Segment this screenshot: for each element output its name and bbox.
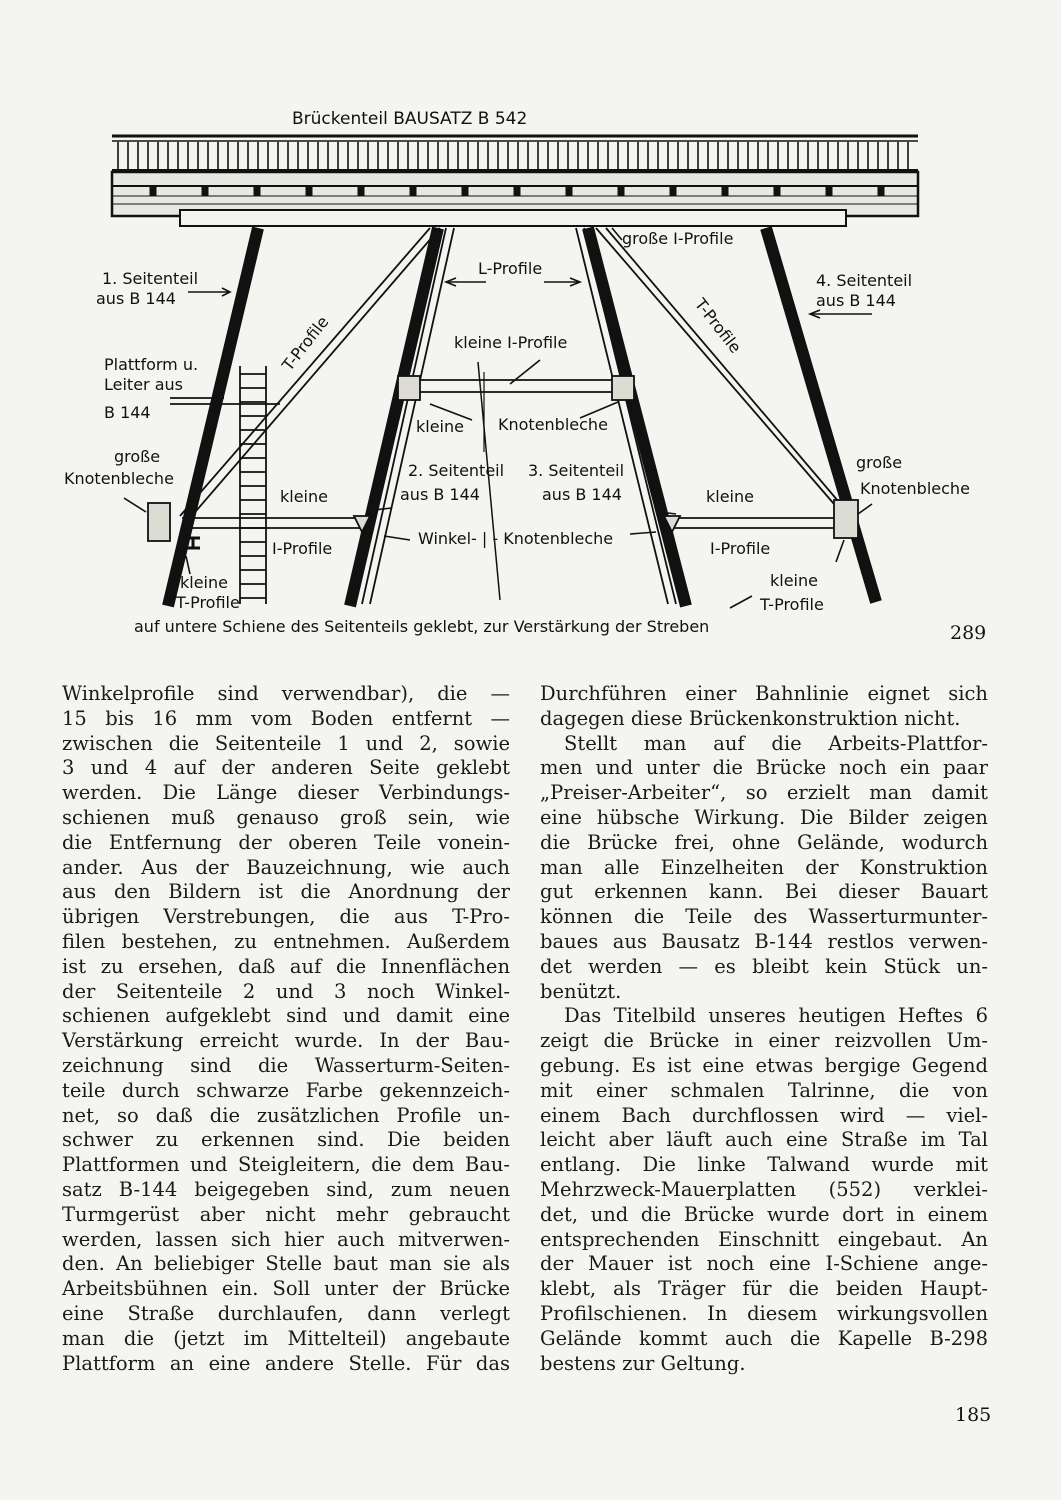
right-paragraph-3 [540, 1004, 988, 1376]
text-line: „Preiser-Arbeiter“, so erzielt man damit [540, 781, 988, 805]
label-kleine-t-right-b: T-Profile [760, 595, 824, 614]
text-line: klebt, als Träger für die beiden Haupt- [540, 1277, 988, 1301]
text-line: dagegen diese Brückenkonstruktion nicht. [540, 706, 961, 730]
text-line: leicht aber läuft auch eine Straße im Tal [540, 1128, 988, 1152]
diagram-title: Brückenteil BAUSATZ B 542 [292, 109, 528, 129]
text-line: schienen muß genauso groß sein, wie [62, 805, 510, 829]
figure-caption: auf untere Schiene des Seitenteils geklebt, zur Verstärkung der Streben [134, 617, 710, 636]
label-t-profile-left: T-Profile [278, 312, 333, 375]
text-line: filen bestehen, zu entnehmen. Außerdem [62, 929, 510, 953]
bridge-railing [112, 136, 918, 170]
text-line: Arbeitsbühnen ein. Soll unter der Brücke [62, 1277, 510, 1301]
text-line: bestens zur Geltung. [540, 1351, 746, 1375]
label-kleine-right: kleine [706, 487, 754, 506]
label-t-profile-right: T-Profile [690, 294, 746, 357]
label-kleine-i-profile-top: kleine I-Profile [454, 333, 568, 352]
text-line: der Mauer ist noch eine I-Schiene ange- [540, 1252, 988, 1276]
label-seitenteil-1-b: aus B 144 [96, 289, 176, 308]
text-line: man alle Einzelheiten der Konstruktion [540, 855, 988, 879]
label-grosse-kb-left: große [114, 447, 161, 466]
text-line: entsprechenden Einschnitt eingebaut. An [540, 1227, 988, 1251]
label-seitenteil-4: 4. Seitenteil [816, 271, 913, 290]
label-winkel-knotenbleche: Winkel- | - Knotenbleche [418, 529, 614, 548]
text-line: Turmgerüst aber nicht mehr gebraucht [62, 1202, 510, 1226]
text-line: entlang. Die linke Talwand wurde mit [540, 1153, 988, 1177]
ladder [170, 366, 280, 604]
text-line: Mehrzweck-Mauerplatten (552) verklei- [540, 1177, 988, 1201]
text-line: zwischen die Seitenteile 1 und 2, sowie [62, 731, 510, 755]
text-line: können die Teile des Wasserturmunter- [540, 905, 988, 929]
left-text-column [62, 682, 510, 1376]
text-line: men und unter die Brücke noch ein paar [540, 756, 988, 780]
text-line: eine hübsche Wirkung. Die Bilder zeigen [540, 805, 988, 829]
text-line: net, so daß die zusätzlichen Profile un- [62, 1103, 510, 1127]
label-kleine-left: kleine [280, 487, 328, 506]
text-line: baues aus Bausatz B-144 restlos verwen- [540, 929, 988, 953]
text-line: gebung. Es ist eine etwas bergige Gegend [540, 1053, 988, 1077]
text-line: schwer zu erkennen sind. Die beiden [62, 1128, 510, 1152]
page-number: 185 [955, 1404, 992, 1426]
label-kleine-mid: kleine [416, 417, 464, 436]
text-line: die Entfernung der oberen Teile vonein- [62, 830, 510, 854]
text-line: Plattformen und Steigleitern, die dem Bau- [62, 1153, 510, 1177]
right-text-column [540, 682, 988, 1376]
text-line: den. An beliebiger Stelle baut man sie als [62, 1252, 510, 1276]
label-plattform: Plattform u. [104, 355, 199, 374]
right-paragraph-2 [540, 732, 988, 1005]
text-line: Stellt man auf die Arbeits-Plattfor- [564, 731, 988, 755]
text-line: einem Bach durchflossen wird — viel- [540, 1103, 988, 1127]
text-line: Das Titelbild unseres heutigen Heftes 6 [564, 1004, 988, 1028]
label-seitenteil-2: 2. Seitenteil [408, 461, 505, 480]
label-i-profile-left: I-Profile [272, 539, 333, 558]
text-line: det werden — es bleibt kein Stück un- [540, 954, 988, 978]
text-line: 3 und 4 auf der anderen Seite geklebt [62, 756, 510, 780]
label-i-profile-right: I-Profile [710, 539, 771, 558]
label-seitenteil-4-b: aus B 144 [816, 291, 896, 310]
text-line: Profilschienen. In diesem wirkungsvollen [540, 1301, 988, 1325]
text-line: schienen aufgeklebt sind und damit eine [62, 1004, 510, 1028]
text-line: mit einer schmalen Talrinne, die von [540, 1078, 988, 1102]
label-plattform-b: Leiter aus [104, 375, 183, 394]
label-grosse-kb-left-b: Knotenbleche [64, 469, 174, 488]
text-line: det, und die Brücke wurde dort in einem [540, 1202, 988, 1226]
label-seitenteil-2-b: aus B 144 [400, 485, 480, 504]
text-line: Verstärkung erreicht wurde. In der Bau- [62, 1029, 510, 1053]
label-knotenbleche-mid: Knotenbleche [498, 415, 608, 434]
label-l-profile: L-Profile [478, 259, 543, 278]
left-paragraph [62, 682, 510, 1376]
text-line: eine Straße durchlaufen, dann verlegt [62, 1301, 510, 1325]
text-line: satz B-144 beigegeben sind, zum neuen [62, 1177, 510, 1201]
text-line: werden, lassen sich hier auch mitverwen- [62, 1227, 510, 1251]
label-grosse-i-profile: große I-Profile [622, 229, 734, 248]
text-line: teile durch schwarze Farbe gekennzeich- [62, 1078, 510, 1102]
text-line: ist zu ersehen, daß auf die Innenflächen [62, 954, 510, 978]
text-line: der Seitenteile 2 und 3 noch Winkel- [62, 979, 510, 1003]
text-line: 15 bis 16 mm vom Boden entfernt — [62, 706, 510, 730]
text-line: werden. Die Länge dieser Verbindungs- [62, 781, 510, 805]
label-grosse-kb-right-b: Knotenbleche [860, 479, 970, 498]
text-line: ander. Aus der Bauzeichnung, wie auch [62, 855, 510, 879]
text-line: Gelände kommt auch die Kapelle B-298 [540, 1326, 988, 1350]
label-kleine-t-left: kleine [180, 573, 228, 592]
text-line: zeigt die Brücke in einer reizvollen Um- [540, 1029, 988, 1053]
bridge-diagram [0, 0, 1061, 660]
label-kleine-t-right: kleine [770, 571, 818, 590]
text-line: die Brücke frei, ohne Gelände, wodurch [540, 830, 988, 854]
text-line: Durchführen einer Bahnlinie eignet sich [540, 682, 988, 705]
label-plattform-c: B 144 [104, 403, 151, 422]
figure-number: 289 [950, 622, 987, 644]
label-seitenteil-3: 3. Seitenteil [528, 461, 625, 480]
text-line: benützt. [540, 979, 622, 1003]
label-kleine-t-left-b: T-Profile [176, 593, 240, 612]
text-line: man die (jetzt im Mittelteil) angebaute [62, 1326, 510, 1350]
text-line: Plattform an eine andere Stelle. Für das [62, 1351, 510, 1375]
label-grosse-kb-right: große [856, 453, 903, 472]
text-line: aus den Bildern ist die Anordnung der [62, 880, 510, 904]
text-line: Winkelprofile sind verwendbar), die — [62, 682, 510, 705]
right-paragraph-1 [540, 682, 988, 732]
bridge-deck [112, 172, 918, 226]
label-seitenteil-1: 1. Seitenteil [102, 269, 199, 288]
text-line: zeichnung sind die Wasserturm-Seiten- [62, 1053, 510, 1077]
text-line: gut erkennen kann. Bei dieser Bauart [540, 880, 988, 904]
label-seitenteil-3-b: aus B 144 [542, 485, 622, 504]
text-line: übrigen Verstrebungen, die aus T-Pro- [62, 905, 510, 929]
